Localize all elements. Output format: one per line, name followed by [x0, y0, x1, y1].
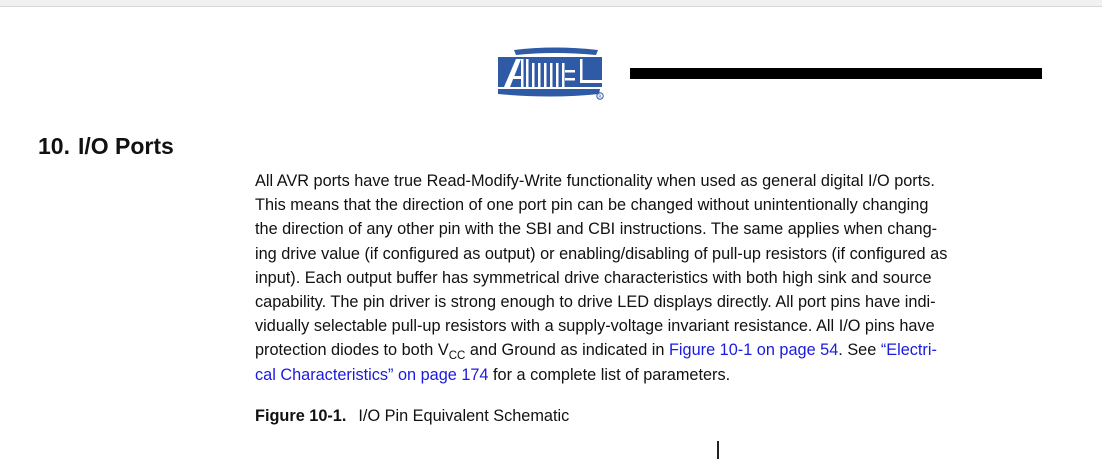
svg-text:R: R: [598, 94, 602, 100]
vcc-subscript: CC: [448, 350, 466, 363]
section-heading: [38, 133, 174, 160]
section-number: 10.: [38, 133, 70, 159]
paragraph-line: ing drive value (if configured as output) or enabling/disabling of pull-up resistors (if configured as: [255, 244, 948, 263]
text-fragment: for a complete list of parameters.: [488, 365, 731, 384]
electrical-characteristics-link-continued[interactable]: cal Characteristics” on page 174: [255, 365, 489, 384]
figure-10-1-link[interactable]: Figure 10-1 on page 54: [668, 341, 839, 360]
figure-caption: [255, 407, 569, 426]
section-title-text: I/O Ports: [77, 133, 174, 159]
paragraph-line: the direction of any other pin with the SBI and CBI instructions. The same applies when chang-: [255, 220, 938, 239]
paragraph-line: [255, 363, 1045, 387]
paragraph-line: input). Each output buffer has symmetrical drive characteristics with both high sink and source: [255, 268, 932, 287]
schematic-top-line: [717, 441, 719, 459]
text-fragment: protection diodes to both V: [255, 341, 449, 360]
page-top-edge: [0, 0, 1102, 7]
paragraph-line: This means that the direction of one port pin can be changed without unintentionally changing: [255, 196, 929, 215]
figure-caption-text: I/O Pin Equivalent Schematic: [358, 407, 570, 425]
text-fragment: and Ground as indicated in: [465, 341, 669, 360]
text-fragment: . See: [838, 341, 881, 360]
electrical-characteristics-link[interactable]: “Electri-: [880, 341, 937, 360]
figure-label: Figure 10-1.: [255, 407, 347, 425]
atmel-logo: [496, 47, 608, 101]
header-rule-bar: [630, 68, 1042, 79]
section-paragraph: [255, 169, 1045, 387]
paragraph-line: [255, 338, 1045, 362]
paragraph-line: All AVR ports have true Read-Modify-Write functionality when used as general digital I/O ports.: [255, 172, 935, 190]
paragraph-line: capability. The pin driver is strong enough to drive LED displays directly. All port pins have indi-: [255, 292, 936, 311]
paragraph-line: vidually selectable pull-up resistors with a supply-voltage invariant resistance. All I/O pins have: [255, 317, 935, 336]
